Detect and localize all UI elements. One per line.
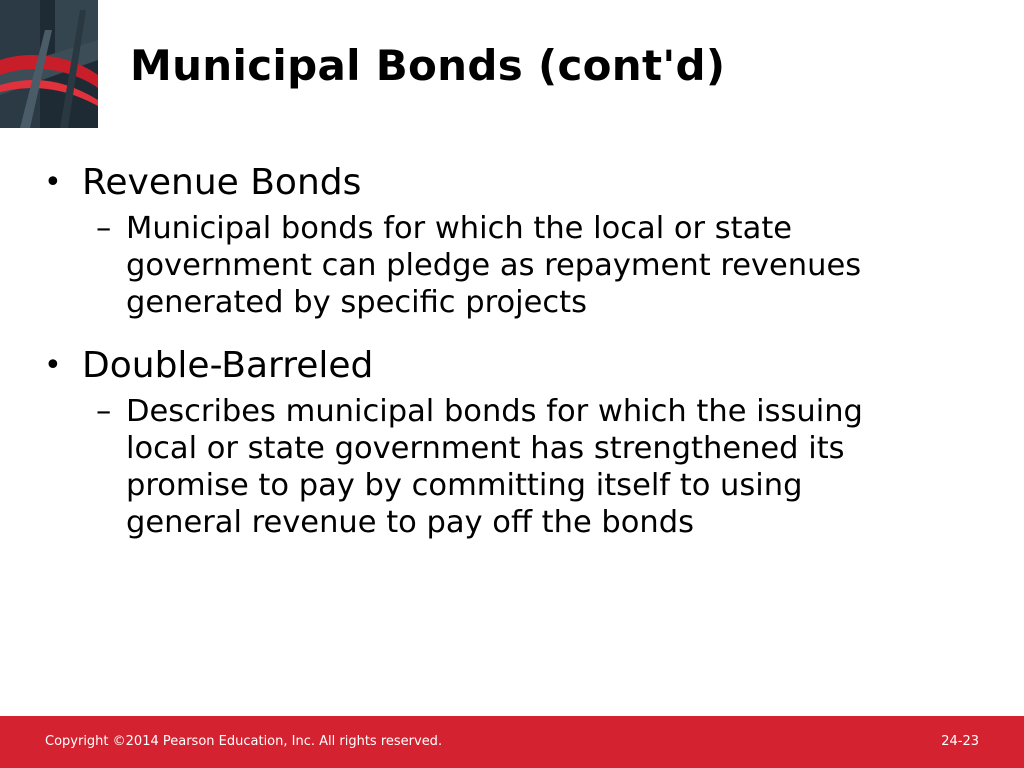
slide-content [44,160,974,541]
bullet-dot-icon: • [44,165,62,200]
sub-bullet-line: Municipal bonds for which the local or state [126,211,793,246]
slide-page-number: 24-23 [941,734,979,749]
footer-copyright: Copyright ©2014 Pearson Education, Inc. All rights reserved. [45,734,443,749]
sub-bullet-line: government can pledge as repayment revenues [126,248,862,283]
bullet-heading: Revenue Bonds [82,162,362,203]
bullet-item [44,160,974,206]
corner-decoration-icon [0,0,98,128]
sub-bullet-line: local or state government has strengthened its [126,431,845,466]
sub-bullet-item [96,210,996,321]
sub-bullet-line: promise to pay by committing itself to using [126,468,803,503]
sub-bullet-line: general revenue to pay off the bonds [126,505,695,540]
sub-bullet-line: Describes municipal bonds for which the issuing [126,394,863,429]
dash-icon: – [96,394,112,429]
dash-icon: – [96,211,112,246]
sub-bullet-item [96,393,996,541]
slide-title: Municipal Bonds (cont'd) [130,41,726,90]
bullet-item [44,343,974,389]
bullet-block-double-barreled [44,343,974,541]
sub-bullet-line: generated by specific projects [126,285,588,320]
bullet-heading: Double-Barreled [82,345,374,386]
bullet-block-revenue-bonds [44,160,974,321]
footer-bar [0,716,1024,768]
bullet-dot-icon: • [44,348,62,383]
